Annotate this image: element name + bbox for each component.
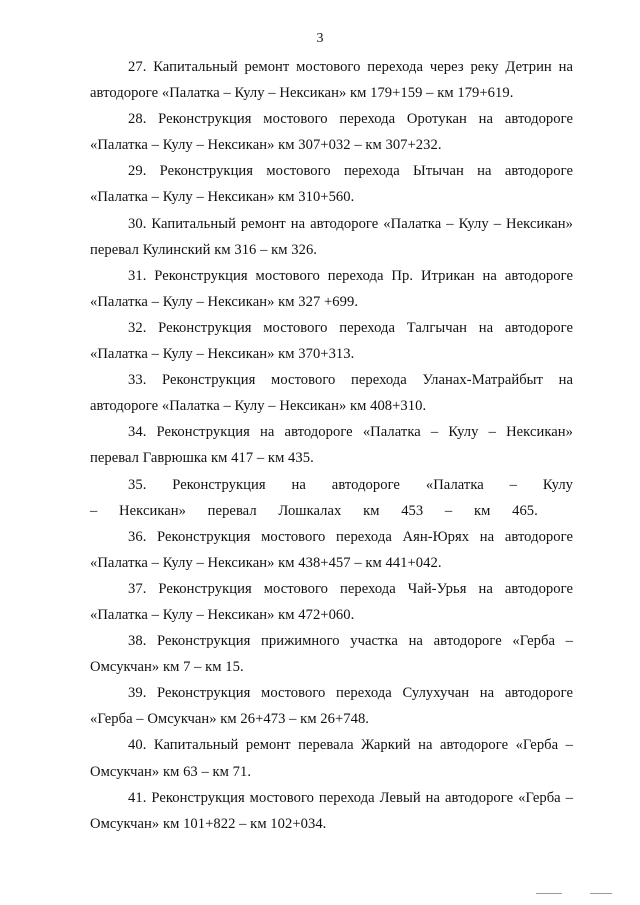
list-item: 38. Реконструкция прижимного участка на автодороге «Герба – Омсукчан» км 7 – км 15.	[90, 633, 573, 676]
list-item: 30. Капитальный ремонт на автодороге «Палатка – Кулу – Нексикан» перевал Кулинский км 316 – км 326.	[90, 215, 573, 258]
list-item: 39. Реконструкция мостового перехода Сулухучан на автодороге «Герба – Омсукчан» км 26+473 – км 26+748.	[90, 685, 573, 728]
scan-artifact-line	[536, 893, 562, 894]
numbered-list	[90, 54, 573, 837]
list-item: 28. Реконструкция мостового перехода Оротукан на автодороге «Палатка – Кулу – Нексикан» км 307+032 – км 307+232.	[90, 111, 573, 154]
list-item: 27. Капитальный ремонт мостового перехода через реку Детрин на автодороге «Палатка – Кулу – Нексикан» км 179+159 – км 179+619.	[90, 59, 573, 102]
list-item: 29. Реконструкция мостового перехода Ытычан на автодороге «Палатка – Кулу – Нексикан» км 310+560.	[90, 163, 573, 206]
page-number: 3	[316, 31, 324, 46]
list-item: 37. Реконструкция мостового перехода Чай-Урья на автодороге «Палатка – Кулу – Нексикан» км 472+060.	[90, 580, 573, 623]
list-item: 41. Реконструкция мостового перехода Левый на автодороге «Герба – Омсукчан» км 101+822 – км 102+034.	[90, 789, 573, 832]
list-item: 33. Реконструкция мостового перехода Уланах-Матрайбыт на автодороге «Палатка – Кулу – Нексикан» км 408+310.	[90, 372, 573, 415]
list-item: 32. Реконструкция мостового перехода Талгычан на автодороге «Палатка – Кулу – Нексикан» км 370+313.	[90, 319, 573, 363]
list-item: 31. Реконструкция мостового перехода Пр. Итрикан на автодороге «Палатка – Кулу – Нексикан» км 327 +699.	[90, 267, 573, 310]
list-item: 35. Реконструкция на автодороге «Палатка – Кулу – Нексикан» перевал Лошкалах км 453 – км 465.	[90, 476, 573, 519]
list-item: 34. Реконструкция на автодороге «Палатка – Кулу – Нексикан» перевал Гаврюшка км 417 – км 435.	[90, 424, 573, 467]
scan-artifact-line	[590, 893, 612, 894]
list-item: 36. Реконструкция мостового перехода Аян-Юрях на автодороге «Палатка – Кулу – Нексикан» км 438+457 – км 441+042.	[90, 528, 573, 571]
list-item: 40. Капитальный ремонт перевала Жаркий на автодороге «Герба – Омсукчан» км 63 – км 71.	[90, 737, 573, 780]
